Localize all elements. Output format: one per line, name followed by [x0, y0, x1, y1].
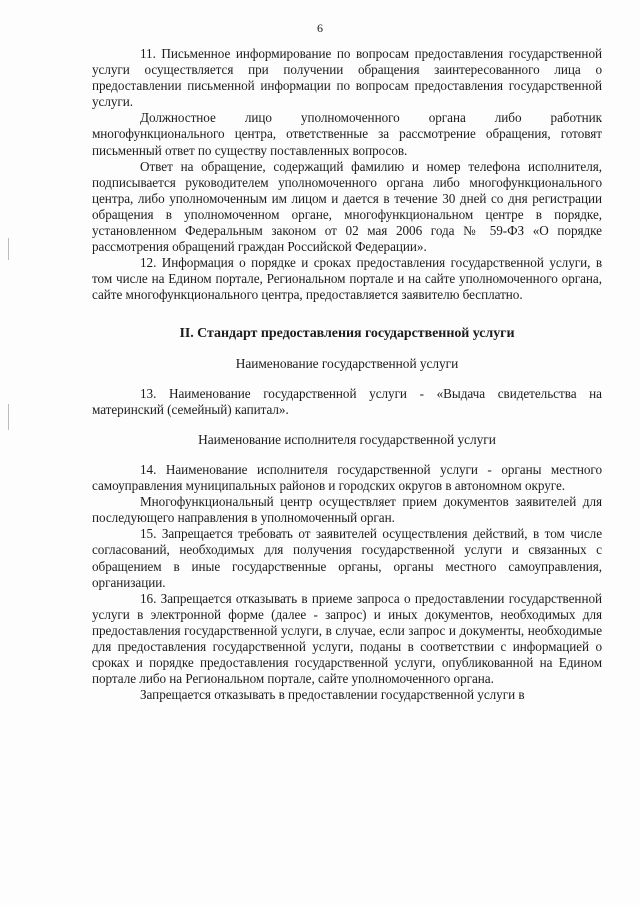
section-title: II. Стандарт предоставления государственной услуги — [179, 325, 515, 341]
paragraph-15: 15. Запрещается требовать от заявителей осуществления действий, в том числе согласований, необходимых для получения государственной услуги и связанных с обращением в иные государственные органы, органы местного самоуправления, организации. — [92, 526, 602, 590]
scan-margin-mark — [8, 238, 9, 260]
paragraph-refusal: Запрещается отказывать в предоставлении государственной услуги в — [140, 687, 525, 703]
document-body — [92, 46, 602, 703]
paragraph-12: 12. Информация о порядке и сроках предоставления государственной услуги, в том числе на Едином портале, Региональном портале и на сайте уполномоченного органа, сайте многофункционального центра, предоставляется заявителю бесплатно. — [92, 255, 602, 303]
scan-margin-mark — [8, 404, 9, 430]
paragraph-official: Должностное лицо уполномоченного органа либо работник многофункционального центра, ответственные за рассмотрение обращения, готовят письменный ответ по существу поставленных вопросов. — [92, 110, 602, 158]
paragraph-11: 11. Письменное информирование по вопросам предоставления государственной услуги осуществляется при получении обращения заинтересованного лица о предоставлении письменной информации по вопросам предоставления государственной услуги. — [92, 46, 602, 110]
subheading-executor-name: Наименование исполнителя государственной услуги — [198, 431, 496, 447]
paragraph-13: 13. Наименование государственной услуги - «Выдача свидетельства на материнский (семейный) капитал». — [92, 385, 602, 417]
paragraph-16: 16. Запрещается отказывать в приеме запроса о предоставлении государственной услуги в электронной форме (далее - запрос) и иных документов, необходимых для предоставления государственной услуги, в случае, если запрос и документы, необходимые для предоставления государственной услуги, поданы в соответствии с информацией о сроках и порядке предоставления государственной услуги, опубликованной на Едином портале либо на Региональном портале, сайте уполномоченного органа. — [92, 590, 602, 687]
paragraph-14: 14. Наименование исполнителя государственной услуги - органы местного самоуправления муниципальных районов и городских округов в автономном округе. — [92, 461, 602, 494]
paragraph-mfc: Многофункциональный центр осуществляет прием документов заявителей для последующего направления в уполномоченный орган. — [92, 494, 602, 526]
subheading-service-name: Наименование государственной услуги — [235, 355, 459, 371]
page-number: 6 — [317, 21, 323, 35]
paragraph-response: Ответ на обращение, содержащий фамилию и номер телефона исполнителя, подписывается руководителем уполномоченного органа либо многофункционального центра, либо уполномоченным им лицом и дается в течение 30 дней со дня регистрации обращения в уполномоченном органе, многофункциональном центре в порядке, установленном Федеральным законом от 02 мая 2006 года № 59-ФЗ «О порядке рассмотрения обращений граждан Российской Федерации». — [92, 158, 602, 255]
